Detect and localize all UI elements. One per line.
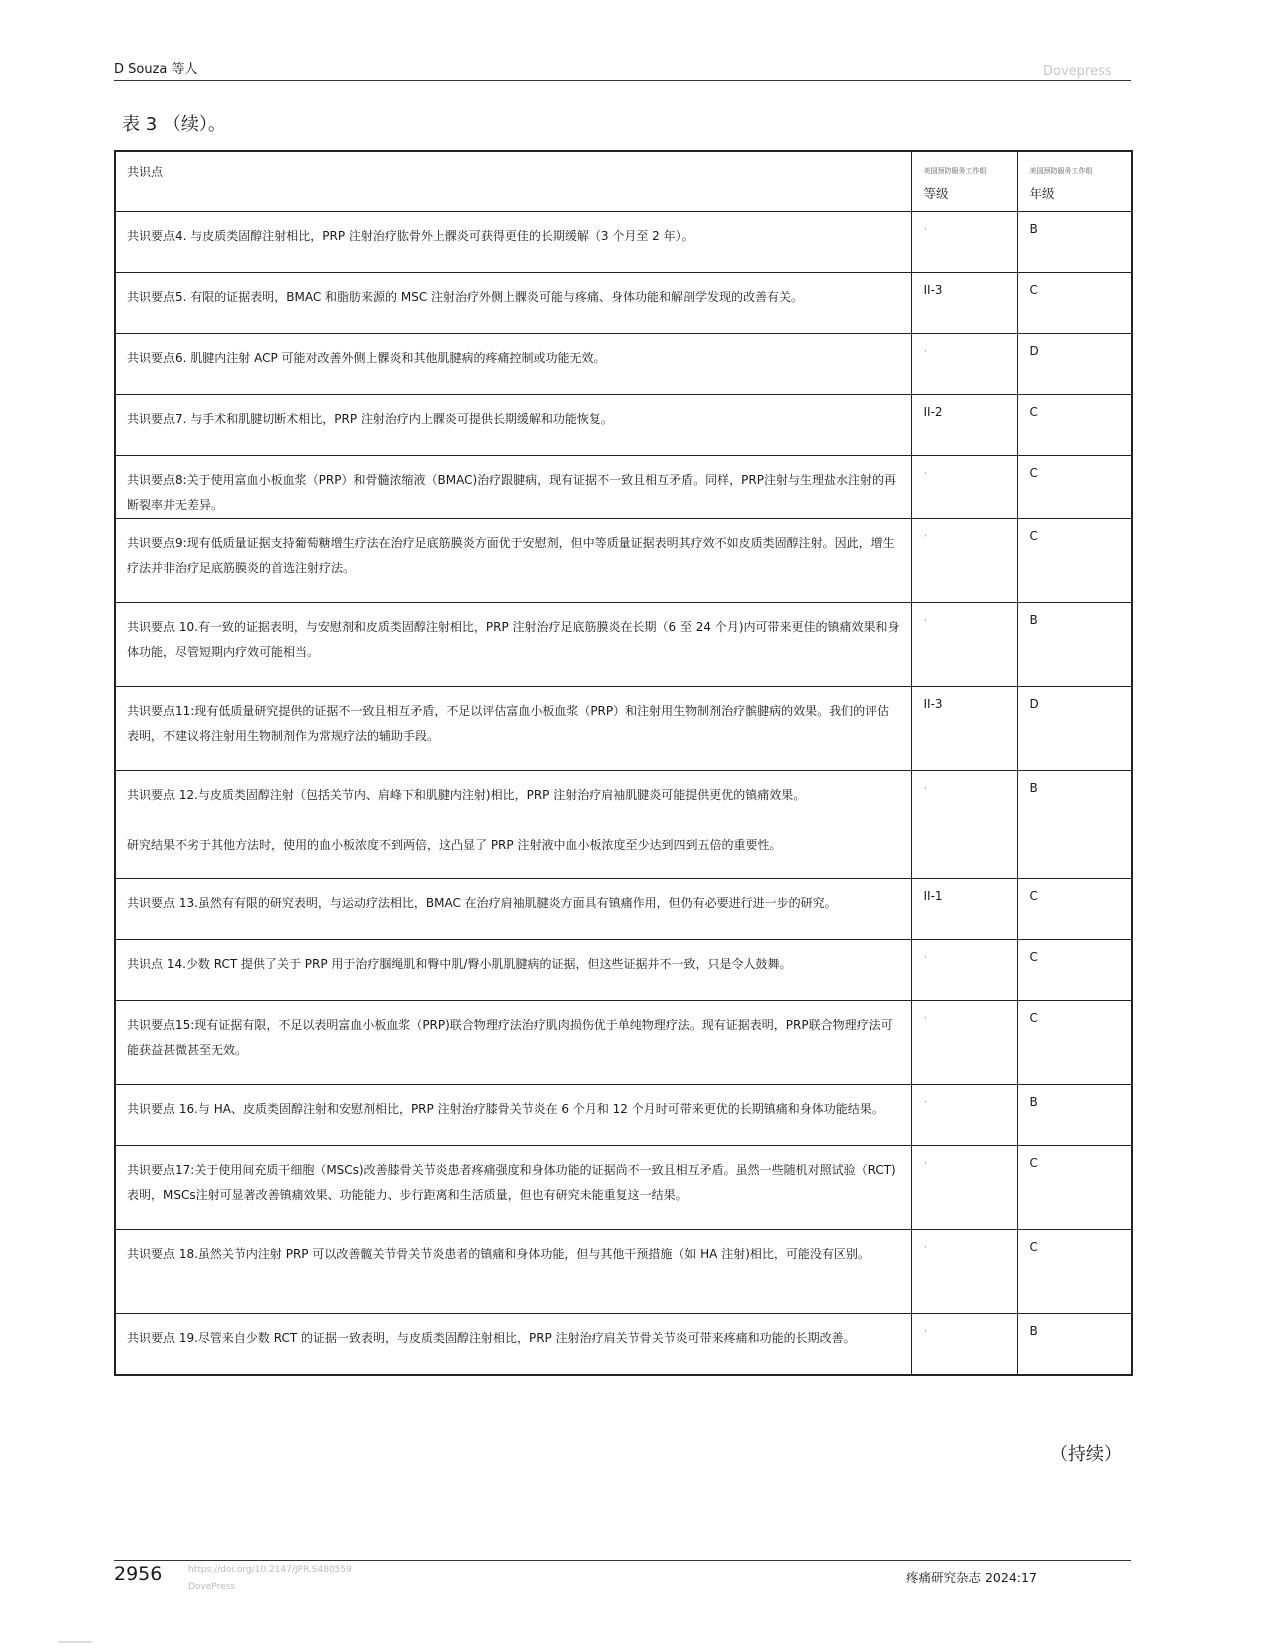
grade-cell: C <box>1017 1146 1132 1230</box>
consensus-statement <box>115 879 911 940</box>
table-row <box>115 395 1132 456</box>
evidence-level-cell: · <box>911 1085 1017 1146</box>
statement-text: 共识要点 13.虽然有有限的研究表明，与运动疗法相比，BMAC 在治疗肩袖肌腱炎方面具有镇痛作用，但仍有必要进行进一步的研究。 <box>127 896 837 910</box>
consensus-table <box>114 150 1133 1376</box>
grade-cell: C <box>1017 940 1132 1001</box>
consensus-statement <box>115 940 911 1001</box>
grade-cell: B <box>1017 603 1132 687</box>
evidence-level-cell: · <box>911 519 1017 603</box>
running-header-author: D Souza 等人 <box>114 62 198 77</box>
table-row <box>115 1001 1132 1085</box>
statement-text: 共识要点17:关于使用间充质干细胞（MSCs)改善膝骨关节炎患者疼痛强度和身体功能的证据尚不一致且相互矛盾。虽然一些随机对照试验（RCT)表明，MSCs注射可显著改善镇痛效果、功能能力、步行距离和生活质量，但也有研究未能重复这一结果。 <box>127 1163 896 1202</box>
header-divider <box>114 80 1131 81</box>
table-row <box>115 771 1132 879</box>
table-row <box>115 1230 1132 1314</box>
table-row <box>115 1085 1132 1146</box>
statement-text: 共识要点 10.有一致的证据表明，与安慰剂和皮质类固醇注射相比，PRP 注射治疗足底筋膜炎在长期（6 至 24 个月)内可带来更佳的镇痛效果和身体功能，尽管短期内疗效可能相当。 <box>127 620 900 659</box>
grade-cell: B <box>1017 212 1132 273</box>
consensus-statement <box>115 395 911 456</box>
table-row <box>115 1314 1132 1375</box>
statement-text: 研究结果不劣于其他方法时，使用的血小板浓度不到两倍，这凸显了 PRP 注射液中血小板浓度至少达到四到五倍的重要性。 <box>127 838 782 852</box>
consensus-statement <box>115 456 911 519</box>
consensus-statement <box>115 687 911 771</box>
statement-text: 共识要点 12.与皮质类固醇注射（包括关节内、肩峰下和肌腱内注射)相比，PRP 注射治疗肩袖肌腱炎可能提供更优的镇痛效果。 <box>127 788 806 802</box>
table-row <box>115 687 1132 771</box>
header-brand[interactable]: Dovepress <box>1043 64 1112 79</box>
consensus-statement <box>115 519 911 603</box>
grade-cell: C <box>1017 456 1132 519</box>
statement-text: 共识要点 16.与 HA、皮质类固醇注射和安慰剂相比，PRP 注射治疗膝骨关节炎在 6 个月和 12 个月时可带来更优的长期镇痛和身体功能结果。 <box>127 1102 884 1116</box>
table-row <box>115 879 1132 940</box>
evidence-level-cell: · <box>911 1001 1017 1085</box>
statement-text: 共识要点5. 有限的证据表明，BMAC 和脂肪来源的 MSC 注射治疗外侧上髁炎可能与疼痛、身体功能和解剖学发现的改善有关。 <box>127 290 804 304</box>
page-number: 2956 <box>114 1563 163 1585</box>
table-row <box>115 603 1132 687</box>
grade-cell: C <box>1017 519 1132 603</box>
table-row <box>115 212 1132 273</box>
consensus-statement <box>115 1001 911 1085</box>
table-row <box>115 519 1132 603</box>
evidence-level-cell: II-2 <box>911 395 1017 456</box>
evidence-level-cell: · <box>911 940 1017 1001</box>
header-uspstf-note: 美国预防服务工作组 <box>923 167 987 175</box>
header-consensus-label: 共识点 <box>127 165 164 179</box>
table-row <box>115 334 1132 395</box>
grade-cell: D <box>1017 687 1132 771</box>
table-header-row <box>115 151 1132 212</box>
evidence-level-cell: · <box>911 771 1017 879</box>
evidence-level-cell: · <box>911 1314 1017 1375</box>
table-caption: 表 3 （续）。 <box>122 114 226 135</box>
header-uspstf-note: 美国预防服务工作组 <box>1029 167 1093 175</box>
grade-cell: D <box>1017 334 1132 395</box>
statement-text: 共识点 14.少数 RCT 提供了关于 PRP 用于治疗腘绳肌和臀中肌/臀小肌肌腱病的证据，但这些证据并不一致，只是令人鼓舞。 <box>127 957 792 971</box>
journal-citation: 疼痛研究杂志 2024:17 <box>906 1570 1037 1585</box>
statement-text: 共识要点15:现有证据有限，不足以表明富血小板血浆（PRP)联合物理疗法治疗肌肉损伤优于单纯物理疗法。现有证据表明，PRP联合物理疗法可能获益甚微甚至无效。 <box>127 1018 893 1057</box>
evidence-level-cell: · <box>911 212 1017 273</box>
consensus-statement <box>115 1146 911 1230</box>
table-row <box>115 273 1132 334</box>
header-evidence-level <box>911 151 1017 212</box>
table-row <box>115 1146 1132 1230</box>
evidence-level-cell: · <box>911 1146 1017 1230</box>
evidence-level-cell: · <box>911 456 1017 519</box>
table-row <box>115 456 1132 519</box>
statement-text: 共识要点8:关于使用富血小板血浆（PRP）和骨髓浓缩液（BMAC)治疗跟腱病，现有证据不一致且相互矛盾。同样，PRP注射与生理盐水注射的再断裂率并无差异。 <box>127 473 896 512</box>
continued-note: （持续） <box>1050 1444 1122 1465</box>
evidence-level-cell: II-3 <box>911 273 1017 334</box>
grade-cell: C <box>1017 879 1132 940</box>
grade-cell: C <box>1017 273 1132 334</box>
statement-text: 共识要点11:现有低质量研究提供的证据不一致且相互矛盾，不足以评估富血小板血浆（PRP）和注射用生物制剂治疗髌腱病的效果。我们的评估表明，不建议将注射用生物制剂作为常规疗法的辅助手段。 <box>127 704 890 743</box>
evidence-level-cell: · <box>911 334 1017 395</box>
header-consensus-point <box>115 151 911 212</box>
grade-cell: C <box>1017 1230 1132 1314</box>
statement-text: 共识要点4. 与皮质类固醇注射相比，PRP 注射治疗肱骨外上髁炎可获得更佳的长期缓解（3 个月至 2 年）。 <box>127 229 694 243</box>
grade-cell: C <box>1017 1001 1132 1085</box>
consensus-statement <box>115 1085 911 1146</box>
footer-brand[interactable]: DovePress <box>188 1582 235 1592</box>
evidence-level-cell: · <box>911 1230 1017 1314</box>
grade-cell: B <box>1017 1314 1132 1375</box>
statement-text: 共识要点9:现有低质量证据支持葡萄糖增生疗法在治疗足底筋膜炎方面优于安慰剂，但中等质量证据表明其疗效不如皮质类固醇注射。因此，增生疗法并非治疗足底筋膜炎的首选注射疗法。 <box>127 536 895 575</box>
consensus-statement <box>115 1314 911 1375</box>
table-row <box>115 940 1132 1001</box>
consensus-statement <box>115 273 911 334</box>
statement-text: 共识要点7. 与手术和肌腱切断术相比，PRP 注射治疗内上髁炎可提供长期缓解和功能恢复。 <box>127 412 613 426</box>
evidence-level-cell: II-3 <box>911 687 1017 771</box>
consensus-statement <box>115 334 911 395</box>
consensus-statement <box>115 603 911 687</box>
header-evidence-label: 等级 <box>923 186 949 201</box>
grade-cell: B <box>1017 771 1132 879</box>
footer-divider <box>114 1560 1131 1561</box>
header-grade-label: 年级 <box>1029 186 1055 201</box>
consensus-statement <box>115 1230 911 1314</box>
corner-mark <box>58 1641 92 1643</box>
evidence-level-cell: · <box>911 603 1017 687</box>
grade-cell: B <box>1017 1085 1132 1146</box>
consensus-statement <box>115 212 911 273</box>
grade-cell: C <box>1017 395 1132 456</box>
consensus-statement <box>115 771 911 879</box>
doi-link[interactable]: https://doi.org/10.2147/JPR.S480559 <box>188 1565 352 1575</box>
statement-text: 共识要点 19.尽管来自少数 RCT 的证据一致表明，与皮质类固醇注射相比，PRP 注射治疗肩关节骨关节炎可带来疼痛和功能的长期改善。 <box>127 1331 856 1345</box>
statement-text: 共识要点6. 肌腱内注射 ACP 可能对改善外侧上髁炎和其他肌腱病的疼痛控制或功能无效。 <box>127 351 606 365</box>
header-grade <box>1017 151 1132 212</box>
evidence-level-cell: II-1 <box>911 879 1017 940</box>
statement-text: 共识要点 18.虽然关节内注射 PRP 可以改善髋关节骨关节炎患者的镇痛和身体功能，但与其他干预措施（如 HA 注射)相比，可能没有区别。 <box>127 1247 870 1261</box>
